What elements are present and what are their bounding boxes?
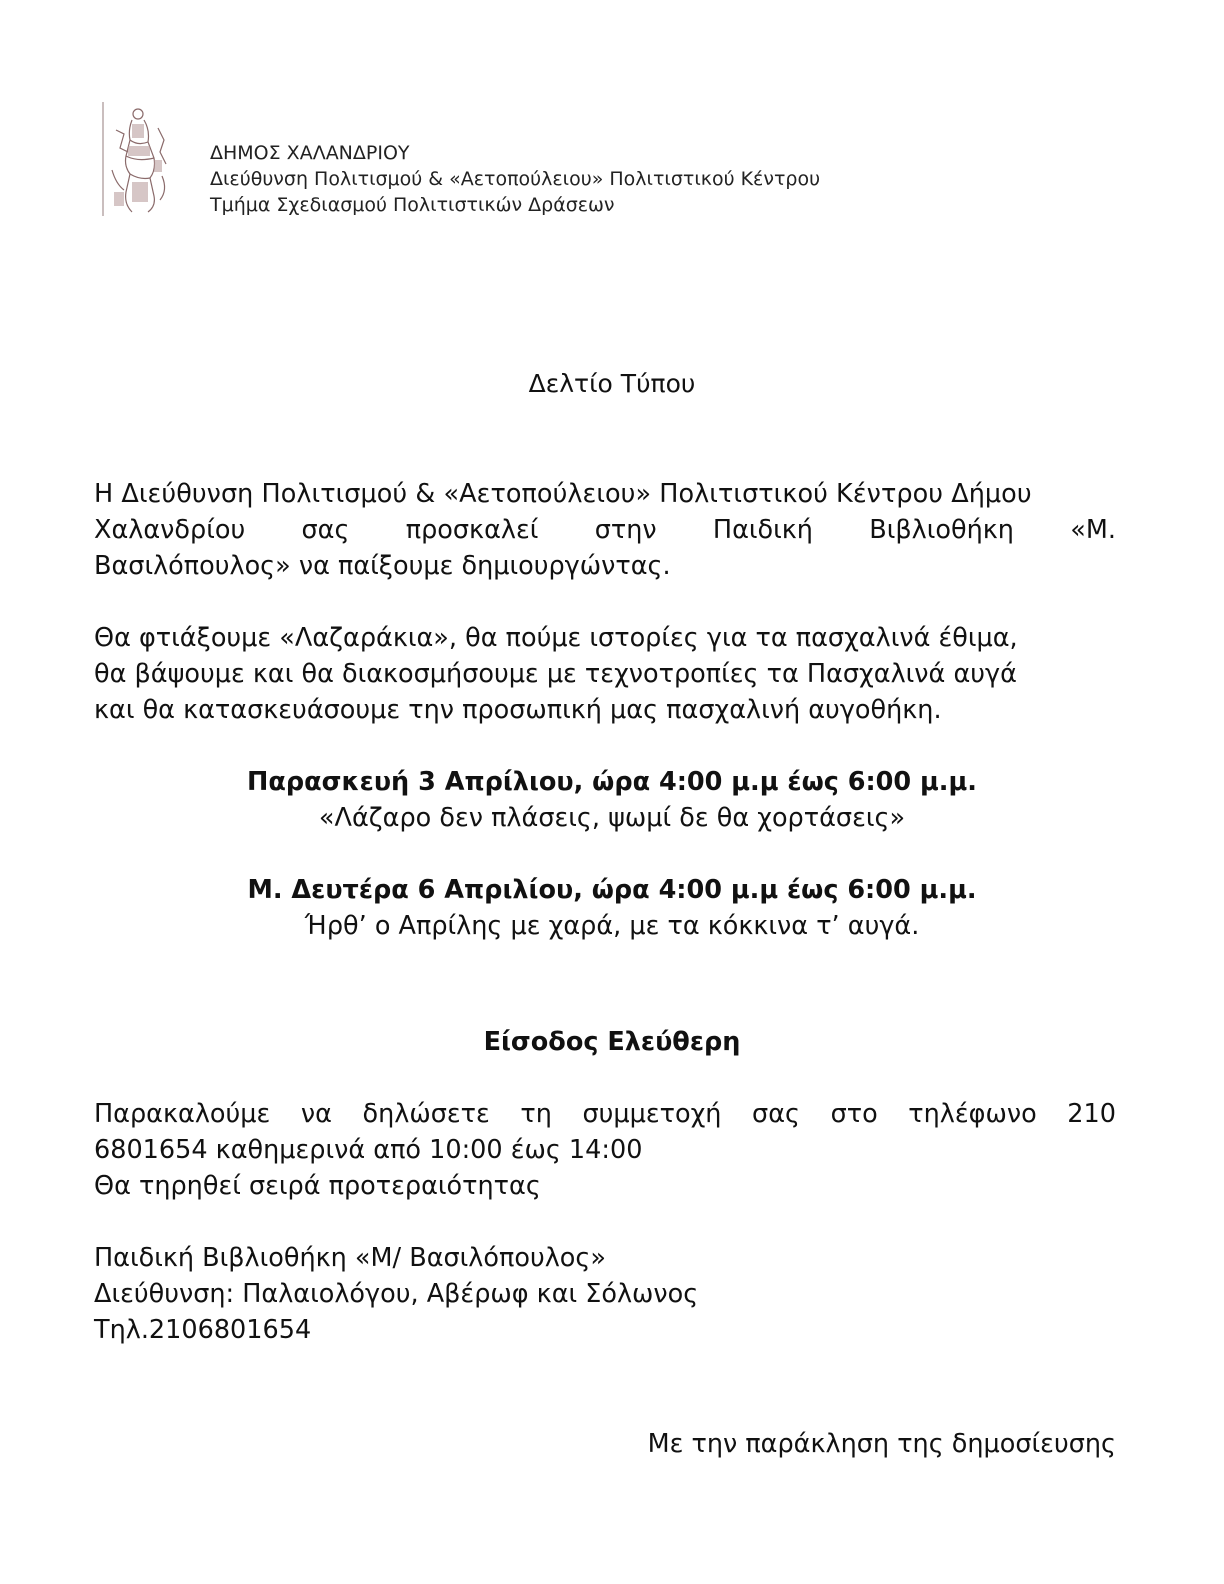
directorate-name: Διεύθυνση Πολιτισμού & «Αετοπούλειου» Πολιτιστικού Κέντρου: [210, 168, 821, 190]
registration-word: δηλώσετε: [362, 1099, 490, 1129]
intro-word: Παιδική: [712, 515, 813, 545]
registration-word: τη: [520, 1099, 552, 1129]
event-theme: «Λάζαρο δεν πλάσεις, ψωμί δε θα χορτάσεις»: [318, 803, 906, 833]
registration-word: τηλέφωνο: [908, 1099, 1037, 1129]
registration-word: 210: [1067, 1099, 1116, 1129]
activities-line-3: και θα κατασκευάσουμε την προσωπική μας πασχαλινή αυγοθήκη.: [94, 695, 942, 725]
registration-word: συμμετοχή: [582, 1099, 722, 1129]
intro-line-2: [94, 512, 1116, 548]
registration-line-1: [94, 1096, 1116, 1132]
activities-paragraph: [94, 620, 1116, 728]
intro-word: σας: [301, 515, 350, 545]
closing-note: Με την παράκληση της δημοσίευσης: [647, 1429, 1116, 1459]
department-name: Τμήμα Σχεδιασμού Πολιτιστικών Δράσεων: [210, 194, 615, 216]
municipality-name: ΔΗΜΟΣ ΧΑΛΑΝΔΡΙΟΥ: [210, 142, 410, 164]
registration-word: Παρακαλούμε: [94, 1099, 271, 1129]
registration-word: στο: [830, 1099, 878, 1129]
registration-word: να: [300, 1099, 332, 1129]
registration-paragraph: [94, 1096, 1116, 1204]
contact-block: [94, 1240, 1116, 1348]
free-entry-notice: Είσοδος Ελεύθερη: [483, 1027, 741, 1057]
intro-word: «Μ.: [1070, 515, 1116, 545]
contact-name: Παιδική Βιβλιοθήκη «Μ/ Βασιλόπουλος»: [94, 1243, 606, 1273]
event-date: Μ. Δευτέρα 6 Απριλίου, ώρα 4:00 μ.μ έως 6:00 μ.μ.: [247, 875, 977, 905]
event-theme: Ήρθ’ ο Απρίλης με χαρά, με τα κόκκινα τ’ αυγά.: [304, 911, 920, 941]
activities-line-1: Θα φτιάξουμε «Λαζαράκια», θα πούμε ιστορίες για τα πασχαλινά έθιμα,: [94, 623, 1018, 653]
municipality-logo: [102, 100, 176, 218]
intro-word: στην: [594, 515, 657, 545]
intro-word: Χαλανδρίου: [94, 515, 246, 545]
intro-word: προσκαλεί: [405, 515, 539, 545]
letterhead: [210, 140, 820, 218]
event-monday: [0, 872, 1224, 944]
registration-line-3: Θα τηρηθεί σειρά προτεραιότητας: [94, 1171, 541, 1201]
registration-word: σας: [752, 1099, 800, 1129]
intro-line-3: Βασιλόπουλος» να παίξουμε δημιουργώντας.: [94, 551, 671, 581]
intro-paragraph: [94, 476, 1116, 584]
contact-address: Διεύθυνση: Παλαιολόγου, Αβέρωφ και Σόλωνος: [94, 1279, 699, 1309]
event-friday: [0, 764, 1224, 836]
registration-line-2: 6801654 καθημερινά από 10:00 έως 14:00: [94, 1135, 643, 1165]
intro-line-1: Η Διεύθυνση Πολιτισμού & «Αετοπούλειου» Πολιτιστικού Κέντρου Δήμου: [94, 479, 1032, 509]
event-date: Παρασκευή 3 Απρίλιου, ώρα 4:00 μ.μ έως 6:00 μ.μ.: [247, 767, 977, 797]
activities-line-2: θα βάψουμε και θα διακοσμήσουμε με τεχνοτροπίες τα Πασχαλινά αυγά: [94, 659, 1017, 689]
page-title: Δελτίο Τύπου: [528, 369, 696, 398]
intro-word: Βιβλιοθήκη: [869, 515, 1014, 545]
contact-phone: Τηλ.2106801654: [94, 1315, 312, 1345]
